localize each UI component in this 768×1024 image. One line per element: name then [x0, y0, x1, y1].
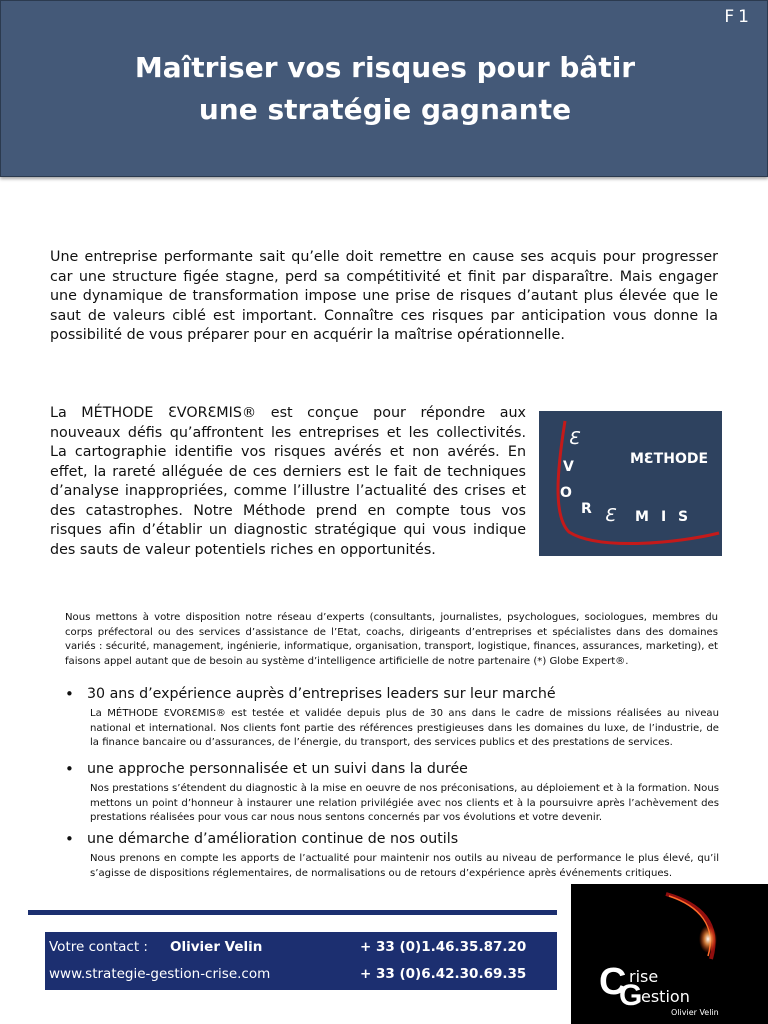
title-line-2: une stratégie gagnante: [198, 93, 572, 126]
page-title: [1, 47, 768, 131]
bullet-title: une démarche d’amélioration continue de nos outils: [87, 831, 459, 847]
crise-gestion-photo: [571, 884, 768, 1024]
photo-estion: estion: [641, 987, 690, 1006]
intro-paragraph: Une entreprise performante sait qu’elle doit remettre en cause ses acquis pour progresser car une structure figée stagne, perd sa compétitivité et finit par disparaître. Mais engager une dynamique de transformation impose une prise de risques d’autant plus élevée que le saut de valeurs ciblé est important. Connaître ces risques par anticipation vous donne la possibilité de vous préparer pour en acquérir la maîtrise opérationnelle.: [50, 249, 718, 343]
contact-label: Votre contact :: [49, 939, 148, 955]
resources-paragraph: Nous mettons à votre disposition notre réseau d’experts (consultants, journalistes, psychologues, sociologues, membres du corps préfectoral ou des services d’assistance de l’Etat, coachs, dirigeants d’entreprises et spécialistes dans des domaines variés : sécurité, management, ingénierie, informatique, organisation, transport, logistique, finances, assurances, marketing), et faisons appel autant que de besoin au système d’intelligence artificielle de notre partenaire (*) Globe Expert®.: [65, 612, 718, 667]
logo-letter-r: R: [581, 501, 592, 517]
bullet-dot-icon: •: [65, 685, 74, 703]
photo-rise: rise: [629, 967, 659, 986]
logo-methode-label: MƐTHODE: [630, 451, 709, 467]
bullet-title: une approche personnalisée et un suivi dans la durée: [87, 761, 468, 777]
bullet-dot-icon: •: [65, 830, 74, 848]
logo-letter-e1: Ɛ: [568, 428, 580, 449]
evoremis-logo: [539, 411, 722, 556]
bullet-dot-icon: •: [65, 760, 74, 778]
logo-letter-m: M: [635, 509, 649, 525]
photo-author: Olivier Velin: [671, 1008, 719, 1017]
title-line-1: Maîtriser vos risques pour bâtir: [134, 51, 636, 84]
logo-letter-o: O: [560, 485, 572, 501]
logo-letter-i: I: [661, 509, 667, 525]
contact-phone-2[interactable]: + 33 (0)6.42.30.69.35: [360, 966, 527, 982]
bullet-text: La MÉTHODE ƐVORƐMIS® est testée et validée depuis plus de 30 ans dans le cadre de missions réalisées au niveau national et international. Nos clients font partie des références prestigieuses dans les domaines du luxe, de l’industrie, de la finance bancaire ou d’assurances, de l’énergie, du transport, des services publics et des prestations de services.: [90, 708, 719, 748]
bullet-text: Nous prenons en compte les apports de l’actualité pour maintenir nos outils au niveau de performance le plus élevé, qu’il s’agisse de dispositions réglementaires, de normalisations ou de retours d’expérience après événements critiques.: [90, 853, 719, 879]
divider-line: [28, 910, 557, 915]
logo-letter-s: S: [678, 509, 689, 525]
photo-letter-c: C: [599, 961, 627, 1003]
logo-letter-e2: Ɛ: [604, 505, 616, 526]
bullet-title: 30 ans d’expérience auprès d’entreprises leaders sur leur marché: [87, 686, 556, 702]
contact-website[interactable]: www.strategie-gestion-crise.com: [49, 966, 271, 982]
method-paragraph: La MÉTHODE ƐVORƐMIS® est conçue pour répondre aux nouveaux défis qu’affrontent les entreprises et les collectivités. La cartographie identifie vos risques avérés et non avérés. En effet, la rareté alléguée de ces derniers est le fait de techniques d’analyse inappropriées, comme l’illustre l’actualité des crises et des catastrophes. Notre Méthode prend en compte tous vos risques afin d’établir un diagnostic stratégique qui vous indique des sauts de valeur potentiels riches en opportunités.: [50, 405, 526, 558]
contact-phone-1[interactable]: + 33 (0)1.46.35.87.20: [360, 939, 527, 955]
bullet-text: Nos prestations s’étendent du diagnostic à la mise en oeuvre de nos préconisations, au déploiement et à la formation. Nous mettons un point d’honneur à instaurer une relation privilégiée avec nos clients et à la poursuivre après l’achèvement des prestations réalisées pour vous car nous nous sentons concernés par vos évolutions et votre devenir.: [90, 783, 719, 823]
logo-red-curve: [539, 411, 722, 556]
page-code: F1: [724, 7, 753, 27]
contact-box: [45, 932, 557, 990]
contact-name: Olivier Velin: [170, 939, 263, 955]
header-banner: [0, 0, 768, 177]
photo-letter-g: G: [619, 979, 643, 1012]
logo-letter-v: V: [563, 459, 574, 475]
